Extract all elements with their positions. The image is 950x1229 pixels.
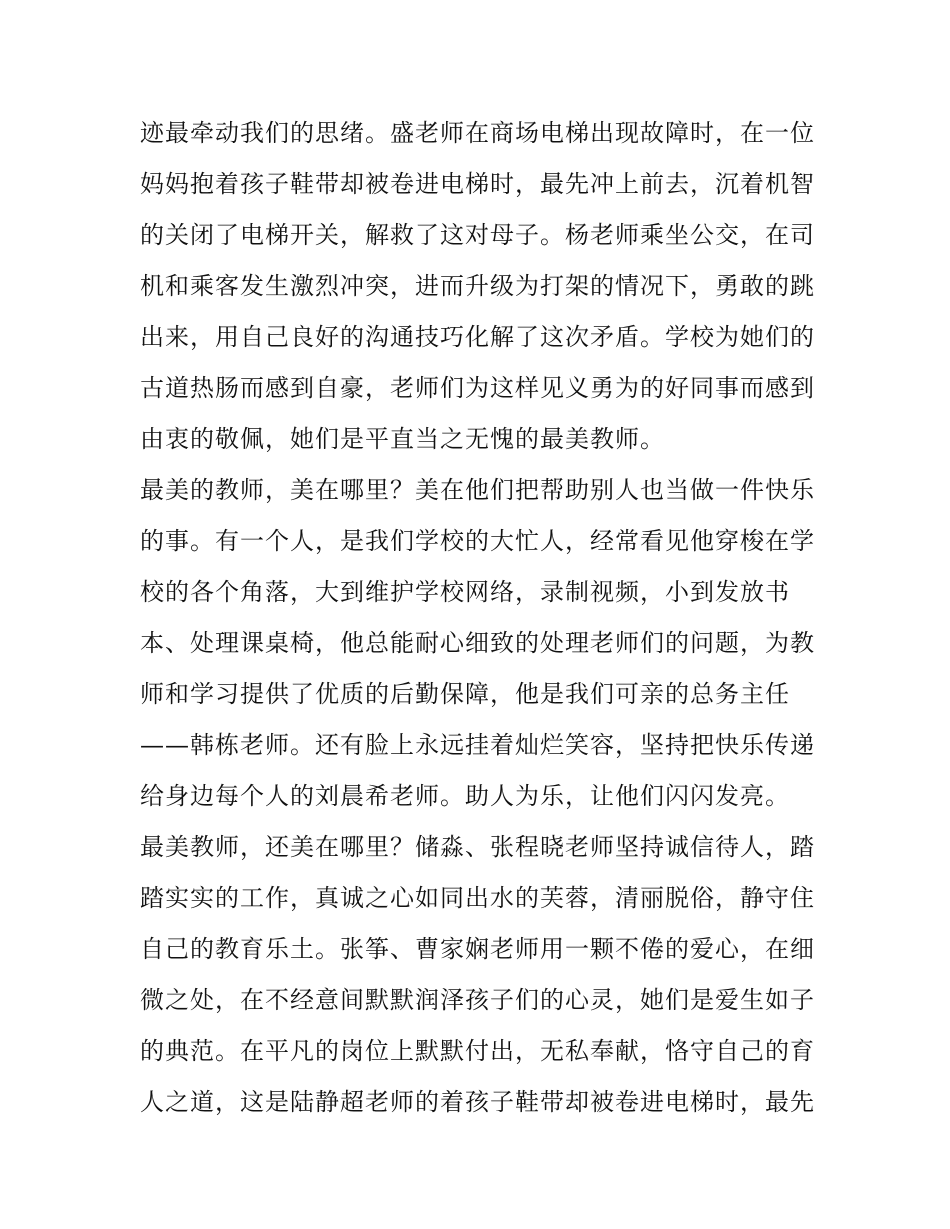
text-line-1: 迹最牵动我们的思绪。盛老师在商场电梯出现故障时，在一位 — [140, 119, 815, 147]
text-line-4: 机和乘客发生激烈冲突，进而升级为打架的情况下，勇敢的跳 — [140, 272, 815, 300]
text-line-6: 古道热肠而感到自豪，老师们为这样见义勇为的好同事而感到 — [140, 374, 815, 402]
text-line-2: 妈妈抱着孩子鞋带却被卷进电梯时，最先冲上前去，沉着机智 — [140, 170, 815, 198]
text-line-13: ——韩栋老师。还有脸上永远挂着灿烂笑容，坚持把快乐传递 — [140, 731, 815, 759]
text-line-17: 自己的教育乐土。张筝、曹家娴老师用一颗不倦的爱心，在细 — [140, 935, 815, 963]
body-text — [140, 108, 820, 1128]
text-line-5: 出来，用自己良好的沟通技巧化解了这次矛盾。学校为她们的 — [140, 323, 815, 351]
text-line-12: 师和学习提供了优质的后勤保障，他是我们可亲的总务主任 — [140, 680, 790, 708]
text-line-15: 最美教师，还美在哪里？储淼、张程晓老师坚持诚信待人，踏 — [140, 833, 815, 861]
text-line-14: 给身边每个人的刘晨希老师。助人为乐，让他们闪闪发亮。 — [140, 782, 790, 810]
text-line-19: 的典范。在平凡的岗位上默默付出，无私奉献，恪守自己的育 — [140, 1037, 815, 1065]
text-line-7: 由衷的敬佩，她们是平直当之无愧的最美教师。 — [140, 425, 665, 453]
text-line-8: 最美的教师，美在哪里？美在他们把帮助别人也当做一件快乐 — [140, 476, 815, 504]
text-line-16: 踏实实的工作，真诚之心如同出水的芙蓉，清丽脱俗，静守住 — [140, 884, 815, 912]
text-line-18: 微之处，在不经意间默默润泽孩子们的心灵，她们是爱生如子 — [140, 986, 815, 1014]
text-line-10: 校的各个角落，大到维护学校网络，录制视频，小到发放书 — [140, 578, 790, 606]
text-line-3: 的关闭了电梯开关，解救了这对母子。杨老师乘坐公交，在司 — [140, 221, 815, 249]
text-line-9: 的事。有一个人，是我们学校的大忙人，经常看见他穿梭在学 — [140, 527, 815, 555]
text-line-20: 人之道，这是陆静超老师的着孩子鞋带却被卷进电梯时，最先 — [140, 1088, 815, 1116]
text-line-11: 本、处理课桌椅，他总能耐心细致的处理老师们的问题，为教 — [140, 629, 815, 657]
